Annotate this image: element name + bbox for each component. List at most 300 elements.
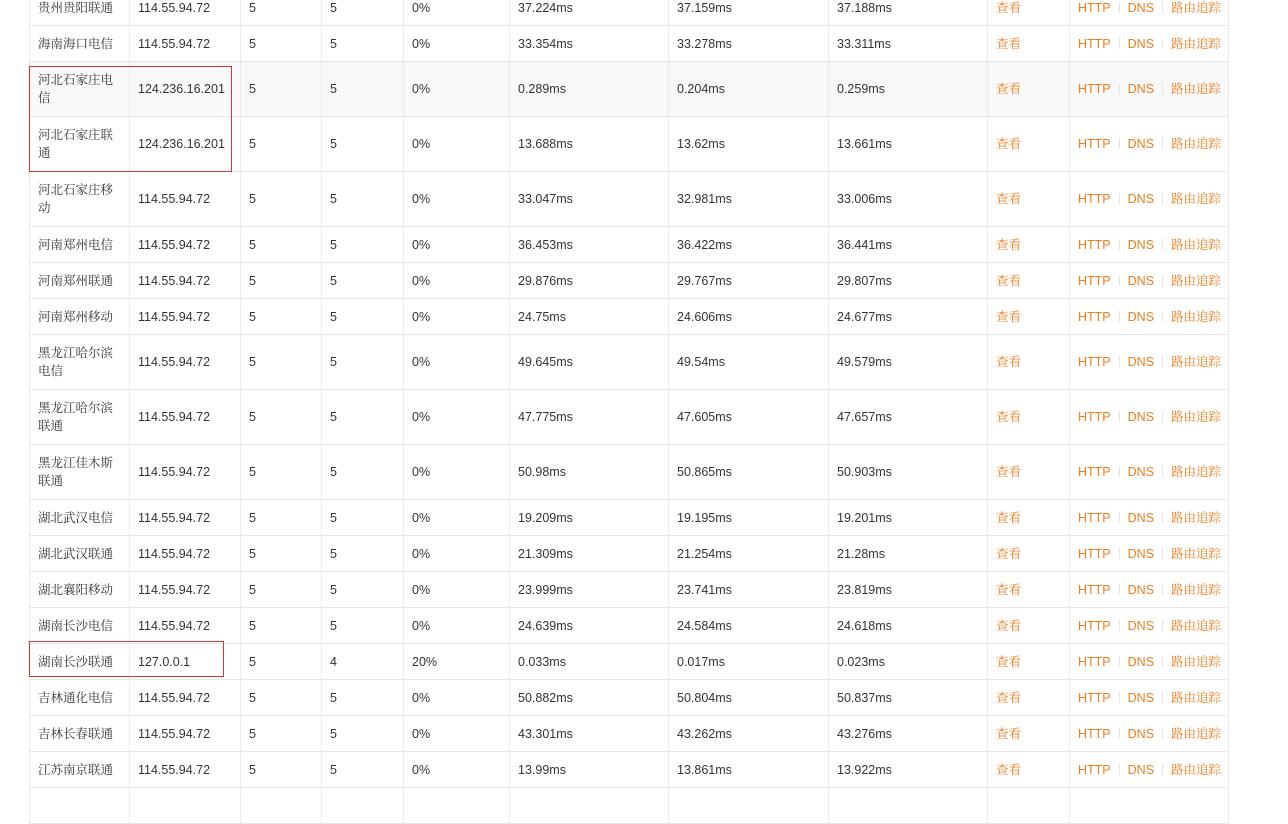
location-cell: 黑龙江佳木斯联通 <box>30 445 130 500</box>
max-latency-cell: 29.876ms <box>510 263 669 299</box>
link-divider <box>1162 193 1163 204</box>
avg-latency-cell: 47.657ms <box>829 390 988 445</box>
actions-cell <box>1070 445 1229 500</box>
view-link[interactable]: 查看 <box>996 726 1022 741</box>
route-trace-link[interactable]: 路由追踪 <box>1171 465 1222 479</box>
route-trace-link[interactable]: 路由追踪 <box>1171 309 1222 324</box>
link-divider <box>1119 193 1120 204</box>
avg-latency-cell: 24.618ms <box>829 608 988 644</box>
sent-count-cell: 5 <box>241 335 322 390</box>
table-row <box>30 716 1229 752</box>
loss-rate-cell: 0% <box>404 572 510 608</box>
view-cell <box>988 788 1070 824</box>
actions-cell <box>1070 117 1229 172</box>
received-count-cell: 5 <box>322 752 404 788</box>
view-link[interactable]: 查看 <box>996 237 1022 252</box>
view-link[interactable]: 查看 <box>996 618 1022 633</box>
sent-count-cell: 5 <box>241 299 322 335</box>
received-count-cell: 5 <box>322 299 404 335</box>
view-cell <box>988 299 1070 335</box>
table-row <box>30 536 1229 572</box>
ip-cell: 114.55.94.72 <box>130 335 241 390</box>
min-latency-cell: 19.195ms <box>669 500 829 536</box>
view-cell <box>988 335 1070 390</box>
loss-rate-cell: 0% <box>404 500 510 536</box>
http-test-link[interactable]: HTTP <box>1078 82 1111 96</box>
max-latency-cell: 33.354ms <box>510 26 669 62</box>
actions-cell <box>1070 0 1229 26</box>
link-divider <box>1119 356 1120 367</box>
table-row <box>30 26 1229 62</box>
max-latency-cell: 24.75ms <box>510 299 669 335</box>
ip-cell: 114.55.94.72 <box>130 572 241 608</box>
http-test-link[interactable]: HTTP <box>1078 410 1111 424</box>
loss-rate-cell: 0% <box>404 716 510 752</box>
link-divider <box>1119 38 1120 49</box>
max-latency-cell: 24.639ms <box>510 608 669 644</box>
loss-rate-cell: 0% <box>404 299 510 335</box>
http-test-link[interactable]: HTTP <box>1078 726 1111 741</box>
min-latency-cell: 21.254ms <box>669 536 829 572</box>
view-link[interactable]: 查看 <box>996 465 1022 479</box>
route-trace-link[interactable]: 路由追踪 <box>1171 546 1222 561</box>
ip-cell: 114.55.94.72 <box>130 536 241 572</box>
view-link[interactable]: 查看 <box>996 0 1022 15</box>
sent-count-cell: 5 <box>241 172 322 227</box>
location-cell: 海南海口电信 <box>30 26 130 62</box>
ping-results-container <box>29 0 1228 824</box>
table-row <box>30 680 1229 716</box>
min-latency-cell: 49.54ms <box>669 335 829 390</box>
location-cell: 湖北襄阳移动 <box>30 572 130 608</box>
actions-cell <box>1070 716 1229 752</box>
dns-test-link[interactable]: DNS <box>1127 465 1155 479</box>
view-cell <box>988 644 1070 680</box>
link-divider <box>1162 512 1163 523</box>
ip-cell: 114.55.94.72 <box>130 680 241 716</box>
route-trace-link[interactable]: 路由追踪 <box>1171 762 1222 777</box>
dns-test-link[interactable]: DNS <box>1127 82 1155 96</box>
link-divider <box>1162 584 1163 595</box>
dns-test-link[interactable]: DNS <box>1127 355 1155 369</box>
link-divider <box>1119 2 1120 13</box>
route-trace-link[interactable]: 路由追踪 <box>1171 510 1222 525</box>
table-row <box>30 117 1229 172</box>
loss-rate-cell: 0% <box>404 608 510 644</box>
dns-test-link[interactable]: DNS <box>1127 410 1155 424</box>
avg-latency-cell: 13.661ms <box>829 117 988 172</box>
link-divider <box>1119 239 1120 250</box>
http-test-link[interactable]: HTTP <box>1078 618 1111 633</box>
view-link[interactable]: 查看 <box>996 273 1022 288</box>
view-link[interactable]: 查看 <box>996 82 1022 96</box>
actions-cell <box>1070 335 1229 390</box>
link-divider <box>1119 656 1120 667</box>
link-divider <box>1119 692 1120 703</box>
view-link[interactable]: 查看 <box>996 309 1022 324</box>
loss-rate-cell: 0% <box>404 445 510 500</box>
dns-test-link[interactable]: DNS <box>1127 192 1155 206</box>
avg-latency-cell: 49.579ms <box>829 335 988 390</box>
avg-latency-cell: 0.259ms <box>829 62 988 117</box>
sent-count-cell: 5 <box>241 117 322 172</box>
route-trace-link[interactable]: 路由追踪 <box>1171 690 1222 705</box>
link-divider <box>1119 584 1120 595</box>
table-row <box>30 752 1229 788</box>
link-divider <box>1162 138 1163 149</box>
max-latency-cell: 21.309ms <box>510 536 669 572</box>
max-latency-cell: 13.688ms <box>510 117 669 172</box>
received-count-cell <box>322 788 404 824</box>
link-divider <box>1162 692 1163 703</box>
view-cell <box>988 716 1070 752</box>
route-trace-link[interactable]: 路由追踪 <box>1171 36 1222 51</box>
received-count-cell: 5 <box>322 716 404 752</box>
table-row <box>30 788 1229 824</box>
min-latency-cell: 50.865ms <box>669 445 829 500</box>
view-cell <box>988 500 1070 536</box>
table-row <box>30 62 1229 117</box>
min-latency-cell: 0.204ms <box>669 62 829 117</box>
avg-latency-cell: 50.903ms <box>829 445 988 500</box>
loss-rate-cell: 0% <box>404 26 510 62</box>
loss-rate-cell: 0% <box>404 536 510 572</box>
route-trace-link[interactable]: 路由追踪 <box>1171 0 1222 15</box>
actions-cell <box>1070 680 1229 716</box>
link-divider <box>1119 466 1120 477</box>
max-latency-cell <box>510 788 669 824</box>
view-link[interactable]: 查看 <box>996 510 1022 525</box>
ip-cell: 114.55.94.72 <box>130 608 241 644</box>
link-divider <box>1162 728 1163 739</box>
dns-test-link[interactable]: DNS <box>1127 309 1155 324</box>
http-test-link[interactable]: HTTP <box>1078 762 1111 777</box>
table-row <box>30 172 1229 227</box>
ip-cell: 114.55.94.72 <box>130 26 241 62</box>
sent-count-cell: 5 <box>241 500 322 536</box>
dns-test-link[interactable]: DNS <box>1127 762 1155 777</box>
ip-cell: 114.55.94.72 <box>130 752 241 788</box>
avg-latency-cell: 36.441ms <box>829 227 988 263</box>
table-row <box>30 227 1229 263</box>
link-divider <box>1162 620 1163 631</box>
link-divider <box>1162 38 1163 49</box>
view-link[interactable]: 查看 <box>996 355 1022 369</box>
received-count-cell: 5 <box>322 335 404 390</box>
dns-test-link[interactable]: DNS <box>1127 510 1155 525</box>
ip-cell: 114.55.94.72 <box>130 227 241 263</box>
dns-test-link[interactable]: DNS <box>1127 36 1155 51</box>
location-cell: 河南郑州移动 <box>30 299 130 335</box>
location-cell: 江苏南京联通 <box>30 752 130 788</box>
avg-latency-cell: 33.006ms <box>829 172 988 227</box>
sent-count-cell: 5 <box>241 62 322 117</box>
view-link[interactable]: 查看 <box>996 654 1022 669</box>
http-test-link[interactable]: HTTP <box>1078 690 1111 705</box>
table-row <box>30 299 1229 335</box>
view-cell <box>988 0 1070 26</box>
loss-rate-cell: 0% <box>404 0 510 26</box>
link-divider <box>1162 311 1163 322</box>
loss-rate-cell: 0% <box>404 117 510 172</box>
route-trace-link[interactable]: 路由追踪 <box>1171 618 1222 633</box>
ip-cell: 124.236.16.201 <box>130 62 241 117</box>
loss-rate-cell: 0% <box>404 172 510 227</box>
view-link[interactable]: 查看 <box>996 36 1022 51</box>
http-test-link[interactable]: HTTP <box>1078 510 1111 525</box>
link-divider <box>1119 620 1120 631</box>
received-count-cell: 5 <box>322 572 404 608</box>
sent-count-cell <box>241 788 322 824</box>
sent-count-cell: 5 <box>241 536 322 572</box>
ip-cell: 124.236.16.201 <box>130 117 241 172</box>
max-latency-cell: 36.453ms <box>510 227 669 263</box>
max-latency-cell: 33.047ms <box>510 172 669 227</box>
route-trace-link[interactable]: 路由追踪 <box>1171 410 1222 424</box>
max-latency-cell: 47.775ms <box>510 390 669 445</box>
link-divider <box>1162 764 1163 775</box>
max-latency-cell: 13.99ms <box>510 752 669 788</box>
sent-count-cell: 5 <box>241 0 322 26</box>
avg-latency-cell: 24.677ms <box>829 299 988 335</box>
dns-test-link[interactable]: DNS <box>1127 618 1155 633</box>
received-count-cell: 5 <box>322 390 404 445</box>
view-link[interactable]: 查看 <box>996 410 1022 424</box>
http-test-link[interactable]: HTTP <box>1078 36 1111 51</box>
sent-count-cell: 5 <box>241 644 322 680</box>
view-cell <box>988 445 1070 500</box>
dns-test-link[interactable]: DNS <box>1127 582 1155 597</box>
min-latency-cell <box>669 788 829 824</box>
received-count-cell: 5 <box>322 172 404 227</box>
location-cell: 河北石家庄移动 <box>30 172 130 227</box>
actions-cell <box>1070 572 1229 608</box>
actions-cell <box>1070 263 1229 299</box>
actions-cell <box>1070 172 1229 227</box>
route-trace-link[interactable]: 路由追踪 <box>1171 237 1222 252</box>
route-trace-link[interactable]: 路由追踪 <box>1171 726 1222 741</box>
max-latency-cell: 23.999ms <box>510 572 669 608</box>
max-latency-cell: 19.209ms <box>510 500 669 536</box>
http-test-link[interactable]: HTTP <box>1078 582 1111 597</box>
view-link[interactable]: 查看 <box>996 546 1022 561</box>
location-cell <box>30 788 130 824</box>
loss-rate-cell <box>404 788 510 824</box>
min-latency-cell: 50.804ms <box>669 680 829 716</box>
dns-test-link[interactable]: DNS <box>1127 546 1155 561</box>
actions-cell <box>1070 227 1229 263</box>
link-divider <box>1119 311 1120 322</box>
dns-test-link[interactable]: DNS <box>1127 726 1155 741</box>
received-count-cell: 5 <box>322 0 404 26</box>
actions-cell <box>1070 644 1229 680</box>
loss-rate-cell: 0% <box>404 752 510 788</box>
avg-latency-cell: 33.311ms <box>829 26 988 62</box>
http-test-link[interactable]: HTTP <box>1078 309 1111 324</box>
dns-test-link[interactable]: DNS <box>1127 273 1155 288</box>
view-cell <box>988 117 1070 172</box>
received-count-cell: 5 <box>322 26 404 62</box>
link-divider <box>1119 275 1120 286</box>
location-cell: 湖南长沙电信 <box>30 608 130 644</box>
received-count-cell: 5 <box>322 62 404 117</box>
view-cell <box>988 227 1070 263</box>
location-cell: 吉林通化电信 <box>30 680 130 716</box>
avg-latency-cell: 37.188ms <box>829 0 988 26</box>
min-latency-cell: 24.606ms <box>669 299 829 335</box>
sent-count-cell: 5 <box>241 716 322 752</box>
sent-count-cell: 5 <box>241 680 322 716</box>
route-trace-link[interactable]: 路由追踪 <box>1171 82 1222 96</box>
min-latency-cell: 29.767ms <box>669 263 829 299</box>
loss-rate-cell: 0% <box>404 263 510 299</box>
received-count-cell: 5 <box>322 445 404 500</box>
link-divider <box>1119 83 1120 94</box>
avg-latency-cell: 23.819ms <box>829 572 988 608</box>
ip-cell <box>130 788 241 824</box>
location-cell: 河北石家庄电信 <box>30 62 130 117</box>
table-row <box>30 390 1229 445</box>
dns-test-link[interactable]: DNS <box>1127 237 1155 252</box>
view-cell <box>988 536 1070 572</box>
max-latency-cell: 43.301ms <box>510 716 669 752</box>
loss-rate-cell: 0% <box>404 680 510 716</box>
link-divider <box>1162 2 1163 13</box>
route-trace-link[interactable]: 路由追踪 <box>1171 582 1222 597</box>
actions-cell <box>1070 500 1229 536</box>
max-latency-cell: 0.033ms <box>510 644 669 680</box>
avg-latency-cell: 0.023ms <box>829 644 988 680</box>
location-cell: 黑龙江哈尔滨联通 <box>30 390 130 445</box>
table-row <box>30 0 1229 26</box>
http-test-link[interactable]: HTTP <box>1078 237 1111 252</box>
sent-count-cell: 5 <box>241 445 322 500</box>
http-test-link[interactable]: HTTP <box>1078 465 1111 479</box>
ip-cell: 114.55.94.72 <box>130 445 241 500</box>
link-divider <box>1162 239 1163 250</box>
ip-cell: 114.55.94.72 <box>130 0 241 26</box>
http-test-link[interactable]: HTTP <box>1078 546 1111 561</box>
view-link[interactable]: 查看 <box>996 192 1022 206</box>
max-latency-cell: 49.645ms <box>510 335 669 390</box>
loss-rate-cell: 0% <box>404 335 510 390</box>
min-latency-cell: 47.605ms <box>669 390 829 445</box>
min-latency-cell: 32.981ms <box>669 172 829 227</box>
link-divider <box>1119 512 1120 523</box>
location-cell: 湖北武汉联通 <box>30 536 130 572</box>
view-cell <box>988 390 1070 445</box>
actions-cell <box>1070 299 1229 335</box>
table-body <box>30 0 1229 824</box>
view-cell <box>988 263 1070 299</box>
view-cell <box>988 752 1070 788</box>
http-test-link[interactable]: HTTP <box>1078 192 1111 206</box>
min-latency-cell: 13.861ms <box>669 752 829 788</box>
location-cell: 吉林长春联通 <box>30 716 130 752</box>
avg-latency-cell: 19.201ms <box>829 500 988 536</box>
http-test-link[interactable]: HTTP <box>1078 137 1111 151</box>
ip-cell: 114.55.94.72 <box>130 263 241 299</box>
view-link[interactable]: 查看 <box>996 582 1022 597</box>
link-divider <box>1119 138 1120 149</box>
actions-cell <box>1070 390 1229 445</box>
view-link[interactable]: 查看 <box>996 690 1022 705</box>
location-cell: 贵州贵阳联通 <box>30 0 130 26</box>
view-link[interactable]: 查看 <box>996 137 1022 151</box>
loss-rate-cell: 0% <box>404 62 510 117</box>
loss-rate-cell: 0% <box>404 227 510 263</box>
avg-latency-cell <box>829 788 988 824</box>
dns-test-link[interactable]: DNS <box>1127 0 1155 15</box>
min-latency-cell: 24.584ms <box>669 608 829 644</box>
min-latency-cell: 0.017ms <box>669 644 829 680</box>
route-trace-link[interactable]: 路由追踪 <box>1171 355 1222 369</box>
received-count-cell: 5 <box>322 227 404 263</box>
actions-cell <box>1070 788 1229 824</box>
http-test-link[interactable]: HTTP <box>1078 654 1111 669</box>
max-latency-cell: 37.224ms <box>510 0 669 26</box>
ip-cell: 114.55.94.72 <box>130 716 241 752</box>
link-divider <box>1162 275 1163 286</box>
actions-cell <box>1070 752 1229 788</box>
actions-cell <box>1070 62 1229 117</box>
max-latency-cell: 50.98ms <box>510 445 669 500</box>
ip-cell: 114.55.94.72 <box>130 390 241 445</box>
dns-test-link[interactable]: DNS <box>1127 654 1155 669</box>
view-cell <box>988 62 1070 117</box>
dns-test-link[interactable]: DNS <box>1127 690 1155 705</box>
dns-test-link[interactable]: DNS <box>1127 137 1155 151</box>
sent-count-cell: 5 <box>241 263 322 299</box>
link-divider <box>1162 83 1163 94</box>
view-cell <box>988 608 1070 644</box>
route-trace-link[interactable]: 路由追踪 <box>1171 192 1222 206</box>
location-cell: 河北石家庄联通 <box>30 117 130 172</box>
loss-rate-cell: 0% <box>404 390 510 445</box>
min-latency-cell: 23.741ms <box>669 572 829 608</box>
loss-rate-cell: 20% <box>404 644 510 680</box>
view-cell <box>988 680 1070 716</box>
http-test-link[interactable]: HTTP <box>1078 0 1111 15</box>
link-divider <box>1119 728 1120 739</box>
table-row <box>30 500 1229 536</box>
link-divider <box>1119 411 1120 422</box>
received-count-cell: 5 <box>322 680 404 716</box>
view-cell <box>988 572 1070 608</box>
ip-cell: 127.0.0.1 <box>130 644 241 680</box>
link-divider <box>1162 548 1163 559</box>
link-divider <box>1162 656 1163 667</box>
location-cell: 河南郑州联通 <box>30 263 130 299</box>
ip-cell: 114.55.94.72 <box>130 500 241 536</box>
link-divider <box>1162 411 1163 422</box>
route-trace-link[interactable]: 路由追踪 <box>1171 137 1222 151</box>
actions-cell <box>1070 608 1229 644</box>
view-link[interactable]: 查看 <box>996 762 1022 777</box>
http-test-link[interactable]: HTTP <box>1078 273 1111 288</box>
route-trace-link[interactable]: 路由追踪 <box>1171 273 1222 288</box>
route-trace-link[interactable]: 路由追踪 <box>1171 654 1222 669</box>
sent-count-cell: 5 <box>241 26 322 62</box>
ping-results-table <box>29 0 1229 824</box>
table-row <box>30 572 1229 608</box>
http-test-link[interactable]: HTTP <box>1078 355 1111 369</box>
ip-cell: 114.55.94.72 <box>130 299 241 335</box>
sent-count-cell: 5 <box>241 227 322 263</box>
received-count-cell: 5 <box>322 536 404 572</box>
location-cell: 河南郑州电信 <box>30 227 130 263</box>
avg-latency-cell: 43.276ms <box>829 716 988 752</box>
